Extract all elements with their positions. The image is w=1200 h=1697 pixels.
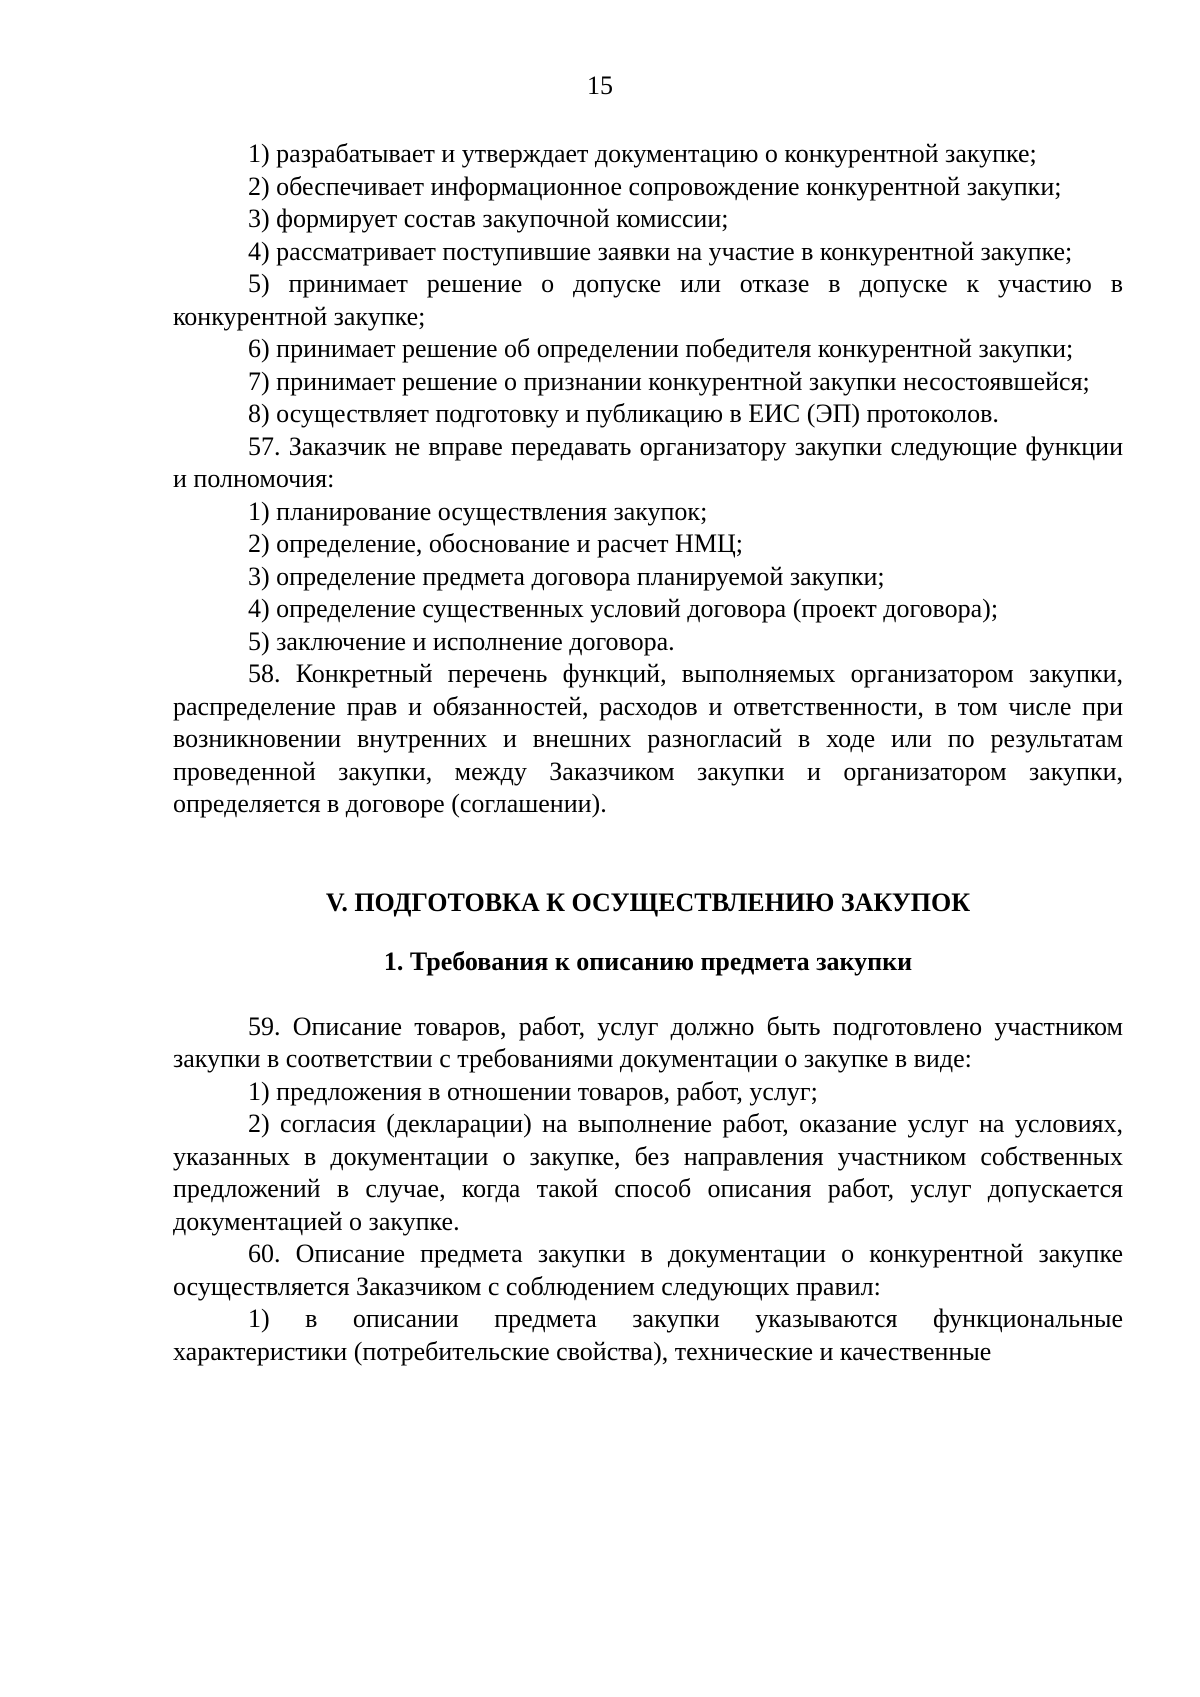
- page-number: 15: [587, 71, 613, 100]
- list-item: 2) обеспечивает информационное сопровождение конкурентной закупки;: [248, 171, 1062, 201]
- subsection-title: 1. Требования к описанию предмета закупки: [383, 946, 913, 976]
- list-item: 4) рассматривает поступившие заявки на участие в конкурентной закупке;: [248, 236, 1073, 266]
- list-item: 3) формирует состав закупочной комиссии;: [248, 204, 729, 233]
- paragraph-59: 59. Описание товаров, работ, услуг должно быть подготовлено участником закупки в соответствии с требованиями документации о закупке в виде:: [173, 1011, 1123, 1073]
- list-item: 1) в описании предмета закупки указываются функциональные характеристики (потребительские свойства), технические и качественные: [173, 1304, 1123, 1366]
- paragraph-57: 57. Заказчик не вправе передавать организатору закупки следующие функции и полномочия:: [173, 431, 1123, 493]
- list-item: 5) заключение и исполнение договора.: [248, 626, 675, 656]
- list-item: 1) предложения в отношении товаров, работ, услуг;: [248, 1076, 818, 1106]
- paragraph-58: 58. Конкретный перечень функций, выполняемых организатором закупки, распределение прав и обязанностей, расходов и ответственности, в том числе при возникновении внутренних и внешних разногласий в ходе или по результатам проведенной закупки, между Заказчиком закупки и организатором закупки, определяется в договоре (соглашении).: [173, 659, 1123, 818]
- paragraph-60: 60. Описание предмета закупки в документации о конкурентной закупке осуществляется Заказчиком с соблюдением следующих правил:: [173, 1239, 1123, 1301]
- list-item: 4) определение существенных условий договора (проект договора);: [248, 594, 999, 623]
- list-item: 7) принимает решение о признании конкурентной закупки несостоявшейся;: [248, 366, 1090, 396]
- section-title: V. ПОДГОТОВКА К ОСУЩЕСТВЛЕНИЮ ЗАКУПОК: [325, 887, 971, 917]
- list-item: 2) согласия (декларации) на выполнение работ, оказание услуг на условиях, указанных в документации о закупке, без направления участником собственных предложений в случае, когда такой способ описания работ, услуг допускается документацией о закупке.: [173, 1109, 1123, 1236]
- list-item: 1) разрабатывает и утверждает документацию о конкурентной закупке;: [248, 139, 1037, 168]
- list-item: 3) определение предмета договора планируемой закупки;: [248, 561, 885, 591]
- list-item: 2) определение, обоснование и расчет НМЦ;: [248, 529, 743, 558]
- list-item: 5) принимает решение о допуске или отказе в допуске к участию в конкурентной закупке;: [173, 269, 1123, 331]
- list-item: 1) планирование осуществления закупок;: [248, 496, 708, 526]
- list-item: 6) принимает решение об определении победителя конкурентной закупки;: [248, 334, 1074, 363]
- list-item: 8) осуществляет подготовку и публикацию в ЕИС (ЭП) протоколов.: [248, 399, 999, 428]
- document-body: [173, 138, 1123, 1368]
